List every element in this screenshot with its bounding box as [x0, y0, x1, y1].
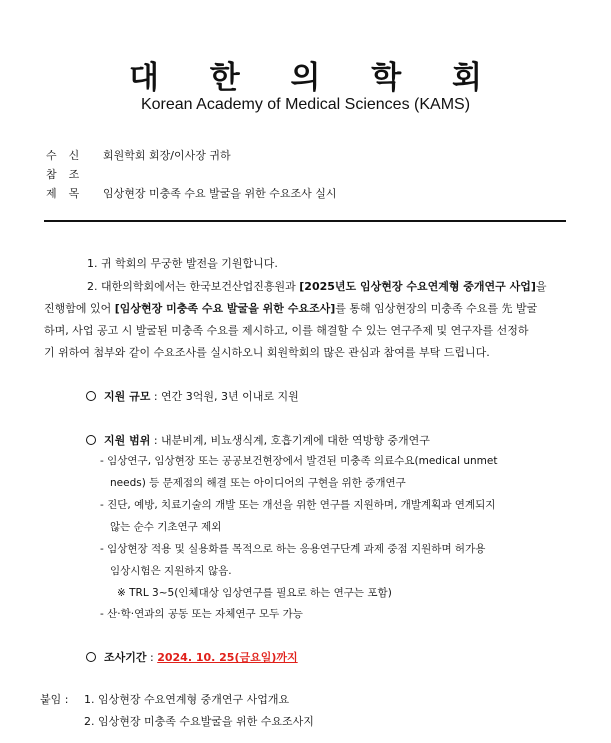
circle-bullet-icon — [86, 435, 96, 445]
support-scale-value: : 연간 3억원, 3년 이내로 지원 — [150, 390, 299, 403]
survey-period-section — [86, 649, 298, 665]
p2-text-d: 진행함에 있어 — [44, 302, 115, 315]
p2-program-name: [2025년도 임상현장 수요연계형 중개연구 사업] — [299, 280, 536, 293]
attachments-label: 붙임 : — [40, 693, 69, 706]
scope-note: ※ TRL 3~5(인체대상 임상연구를 필요로 하는 연구는 포함) — [117, 587, 392, 599]
scope-item: - 진단, 예방, 치료기술의 개발 또는 개선을 위한 연구를 지원하며, 개발계획과 연계되지 — [100, 499, 496, 511]
paragraph-2-line-3: 하며, 사업 공고 시 발굴된 미충족 수요를 제시하고, 이를 해결할 수 있는 연구주제 및 연구자를 선정하 — [44, 324, 529, 337]
paragraph-2-line-4: 기 위하여 첨부와 같이 수요조사를 실시하오니 회원학회의 많은 관심과 참여를 부탁 드립니다. — [44, 346, 490, 359]
scope-item: - 임상현장 적용 및 실용화를 목적으로 하는 응용연구단계 과제 중점 지원하며 허가용 — [100, 543, 486, 555]
circle-bullet-icon — [86, 652, 96, 662]
attachment-item: 2. 임상현장 미충족 수요발굴을 위한 수요조사지 — [84, 715, 314, 728]
to-value: 회원학회 회장/이사장 귀하 — [103, 149, 231, 162]
p2-text-a: 2. 대한의학회에서는 한국보건산업진흥원과 — [87, 280, 300, 293]
scope-item: - 산·학·연과의 공동 또는 자체연구 모두 가능 — [100, 608, 303, 620]
header-divider — [44, 220, 566, 222]
scope-item: 않는 순수 기초연구 제외 — [110, 521, 222, 533]
to-label: 수신 — [46, 149, 92, 162]
attachment-item: 1. 임상현장 수요연계형 중개연구 사업개요 — [84, 693, 290, 706]
paragraph-1: 1. 귀 학회의 무궁한 발전을 기원합니다. — [87, 257, 278, 270]
support-scale-label: 지원 규모 — [104, 390, 151, 403]
organization-subtitle: Korean Academy of Medical Sciences (KAMS) — [140, 96, 471, 113]
scope-item: needs) 등 문제점의 해결 또는 아이디어의 구현을 위한 중개연구 — [110, 477, 406, 489]
organization-title: 대 한 의 학 회 — [129, 60, 502, 96]
subject-value: 임상현장 미충족 수요 발굴을 위한 수요조사 실시 — [103, 187, 337, 200]
support-scale-section — [86, 388, 299, 404]
subject-label: 제목 — [46, 187, 92, 200]
support-scope-label: 지원 범위 — [104, 434, 151, 447]
paragraph-2-line-2 — [44, 301, 537, 317]
scope-item: - 임상연구, 임상현장 또는 공공보건현장에서 발견된 미충족 의료수요(medical unmet — [100, 455, 498, 467]
support-scope-section — [86, 432, 430, 448]
p2-text-c: 을 — [535, 280, 547, 293]
survey-period-deadline: 2024. 10. 25(금요일)까지 — [157, 651, 298, 664]
paragraph-2-line-1 — [87, 279, 547, 295]
circle-bullet-icon — [86, 391, 96, 401]
scope-item: 임상시험은 지원하지 않음. — [110, 565, 232, 577]
support-scope-value: : 내분비계, 비뇨생식계, 호흡기계에 대한 역방향 중개연구 — [150, 434, 430, 447]
p2-text-f: 를 통해 임상현장의 미충족 수요를 先 발굴 — [335, 302, 538, 315]
p2-survey-name: [임상현장 미충족 수요 발굴을 위한 수요조사] — [114, 302, 336, 315]
cc-label: 참조 — [46, 168, 92, 181]
survey-period-separator: : — [146, 651, 158, 664]
survey-period-label: 조사기간 — [104, 651, 147, 664]
